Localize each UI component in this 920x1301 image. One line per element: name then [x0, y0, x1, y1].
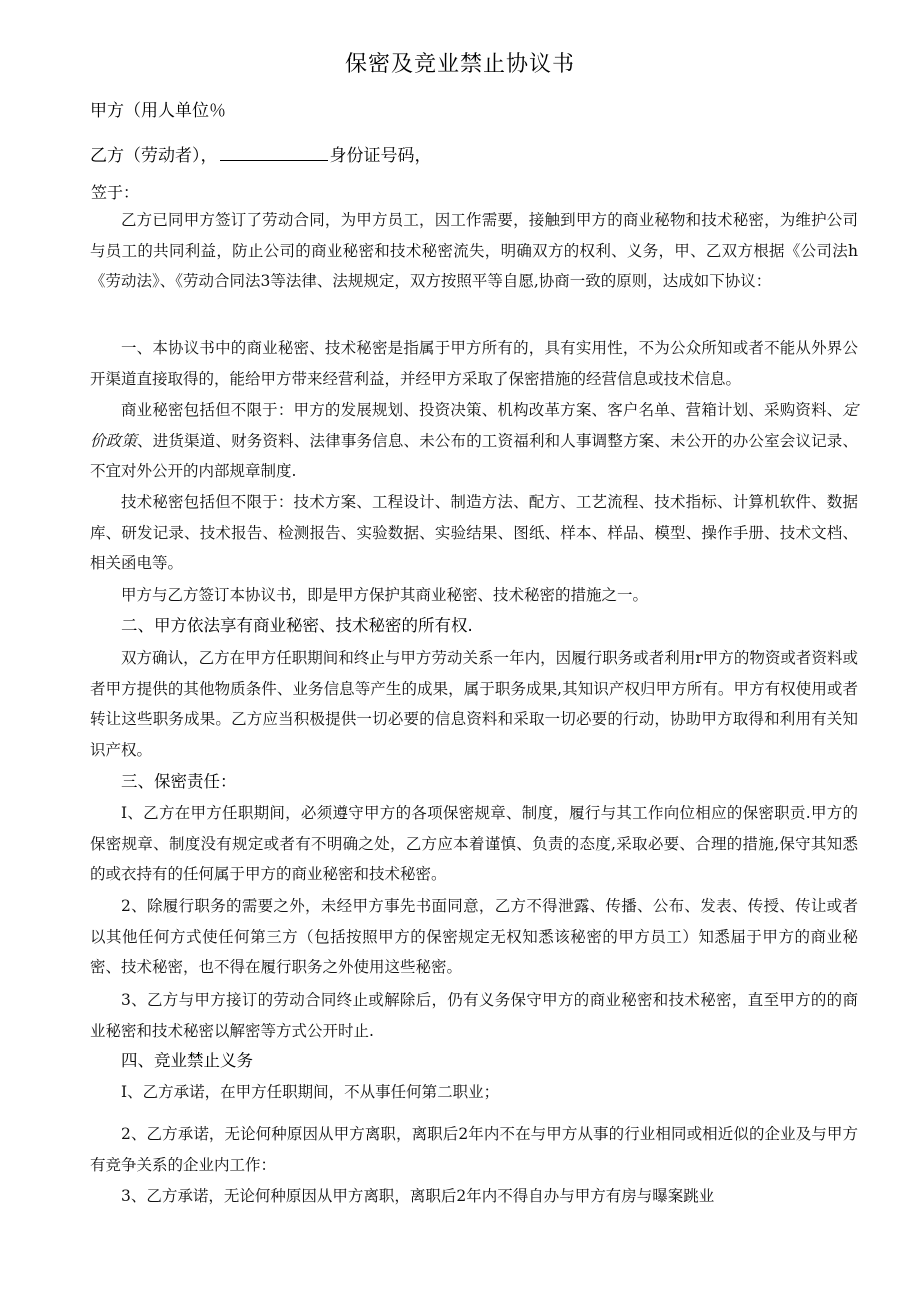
pricing-policy-text: 定价政策	[90, 401, 858, 450]
section2-heading: 二、甲方依法享有商业秘密、技术秘密的所有权.	[121, 616, 473, 635]
section4-heading: 四、竞业禁止义务	[121, 1051, 253, 1070]
section3-item3-paragraph: 3、乙方与甲方接订的劳动合同终止或解除后，仍有义务保守甲方的商业秘密和技术秘密，直至甲方的的商业秘密和技术秘密以解密等方式公开时止.	[90, 991, 858, 1040]
party-b-line	[90, 141, 432, 166]
section3-item2-paragraph: 2、除履行职务的需要之外，未经甲方事先书面同意，乙方不得泄露、传播、公布、发表、传授、传让或者以其他任何方式使任何第三方（包括按照甲方的保密规定无权知悉该秘密的甲方员工）知悉届于甲方的商业秘密、技术秘密，也不得在履行职务之外使用这些秘密。	[90, 897, 858, 976]
document-title: 保密及竞业禁止协议书	[344, 52, 575, 77]
section2-paragraph: 双方确认，乙方在甲方任职期间和终止与甲方劳动关系一年内，因履行职务或者利用r甲方的物资或者资料或者甲方提供的其他物质条件、业务信息等产生的成果，属于职务成果,其知识产权归甲方所有。甲方有权使用或者转让这些职务成果。乙方应当积极提供一切必要的信息资料和采取一切必要的行动，协助甲方取得和利用有关知识产权。	[90, 649, 858, 759]
section4-item3-paragraph: 3、乙方承诺，无论何种原因从甲方离职，离职后2年内不得自办与甲方有房与曝案跳业	[121, 1187, 715, 1205]
section1-definition-paragraph: 一、本协议书中的商业秘密、技术秘密是指属于甲方所有的，具有实用性，不为公众所知或者不能从外界公开渠道直接取得的，能给甲方带来经营利益，并经甲方采取了保密措施的经营信息或技术信息。	[90, 339, 858, 388]
business-secrets-text-a: 商业秘密包括但不限于：甲方的发展规划、投资决策、机构改革方案、客户名单、营箱计划、采购资料、	[121, 401, 843, 419]
section1-measures-paragraph: 甲方与乙方签订本协议书，即是甲方保护其商业秘密、技术秘密的措施之一。	[121, 586, 649, 604]
party-b-label: 乙方（劳动者），	[90, 146, 218, 166]
party-a-line: 甲方（用人单位％	[90, 101, 226, 121]
section3-item1-paragraph: I、乙方在甲方任职期间，必须遵守甲方的各项保密规章、制度，履行与其工作向位相应的保密职贡.甲方的保密规章、制度没有规定或者有不明确之处，乙方应本着谨慎、负责的态度,采取必要、合理的措施,保守其知悉的或衣持有的任何属于甲方的商业秘密和技术秘密。	[90, 804, 858, 883]
id-number-label: 身份证号码，	[329, 146, 432, 166]
section4-item2-paragraph: 2、乙方承诺，无论何种原因从甲方离职，离职后2年内不在与甲方从事的行业相同或相近似的企业及与甲方有竞争关系的企业内工作：	[90, 1125, 858, 1174]
section4-item1-paragraph: I、乙方承诺，在甲方任职期间，不从事任何第二职业；	[121, 1083, 500, 1101]
section1-business-secrets-paragraph	[90, 395, 858, 487]
section3-heading: 三、保密责任：	[121, 772, 237, 791]
name-blank-field	[220, 144, 328, 161]
signed-at-line: 笠于：	[91, 183, 140, 202]
business-secrets-text-b: 、进货渠道、财务资料、法律事务信息、未公布的工资福利和人事调整方案、未公开的办公室会议记录、不宜对外公开的内部规章制度.	[90, 431, 858, 480]
section1-technical-secrets-paragraph: 技术秘密包括但不限于：技术方案、工程设计、制造方法、配方、工艺流程、技术指标、计算机软件、数据库、研发记录、技术报告、检测报告、实验数据、实验结果、图纸、样本、样品、模型、操作手册、技术文档、相关函电等。	[90, 493, 858, 572]
preamble-paragraph: 乙方已同甲方签订了劳动合同，为甲方员工，因工作需要，接触到甲方的商业秘物和技术秘密，为维护公司与员工的共同利益，防止公司的商业秘密和技术秘密流失，明确双方的权利、义务，甲、乙双方根据《公司法h《劳动法》、《劳动合同法3等法律、法规规定，双方按照平等自愿,协商一致的原则，达成如下协议：	[90, 211, 858, 290]
